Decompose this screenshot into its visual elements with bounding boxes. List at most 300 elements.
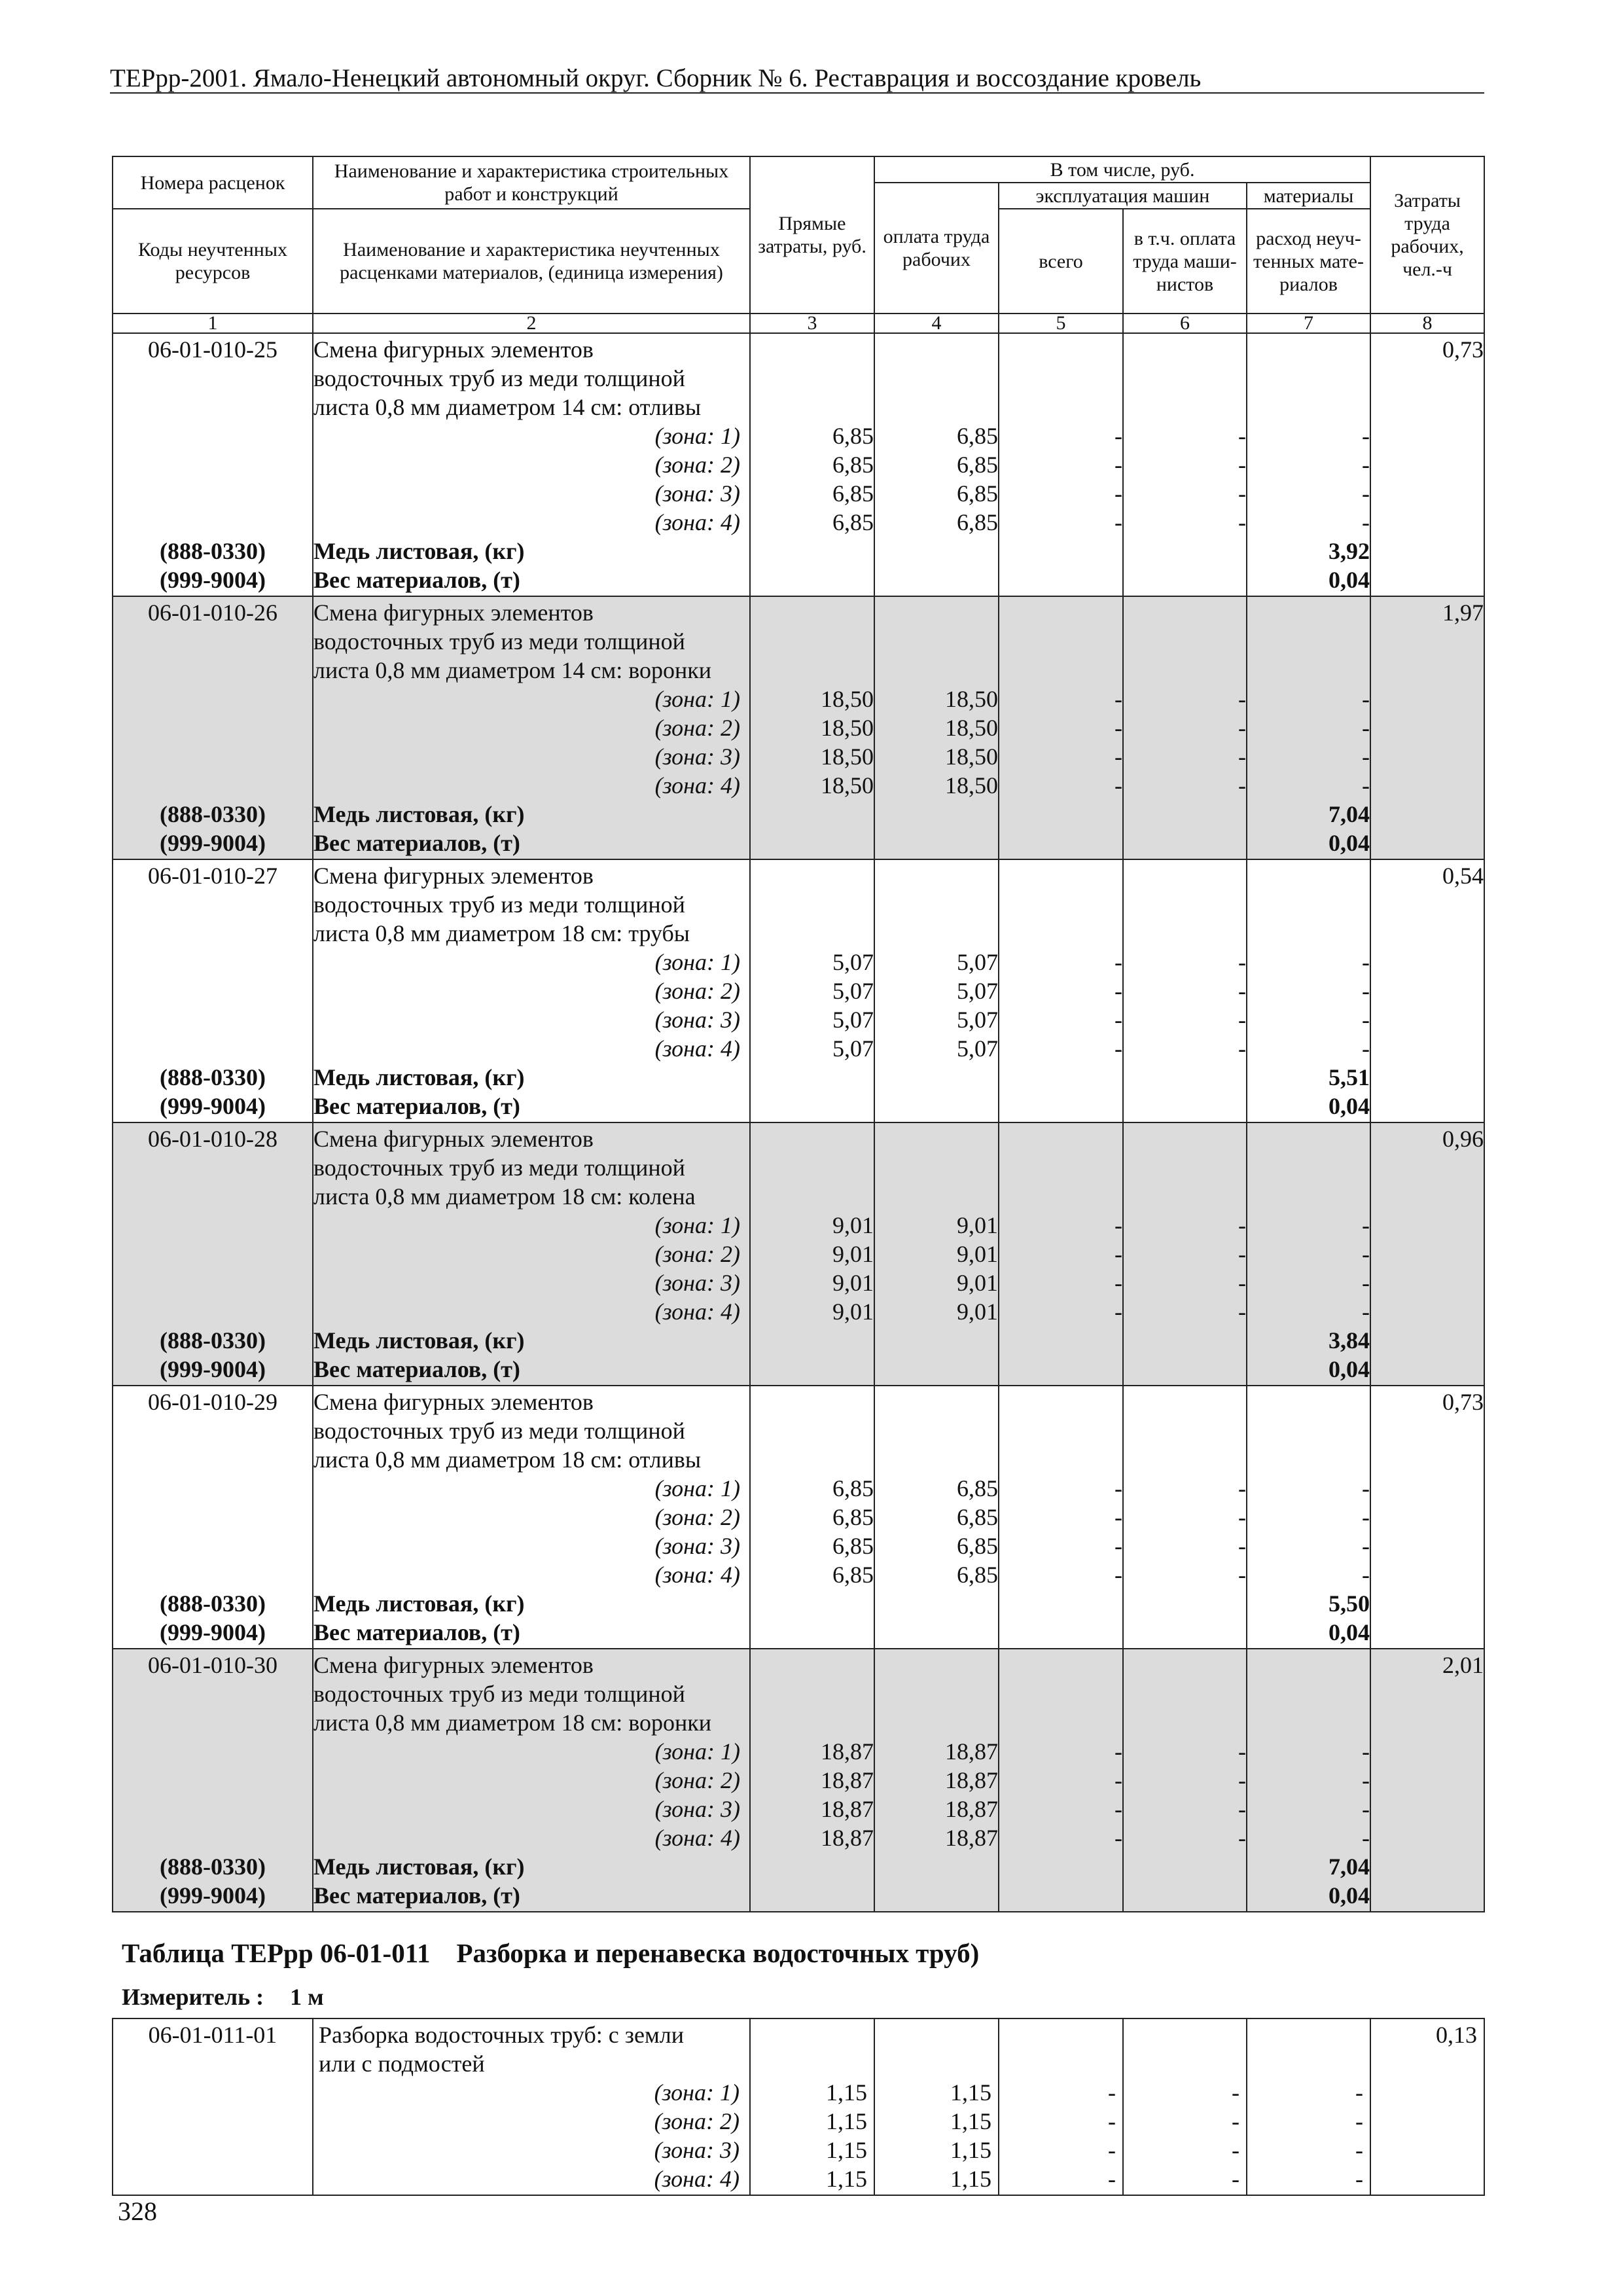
- machinist-pay-value: -: [1238, 1007, 1246, 1033]
- spacer: [113, 1268, 312, 1297]
- material-consumption-value: -: [1362, 480, 1370, 507]
- spacer: [1248, 2049, 1363, 2078]
- zone-label: (зона: 3): [654, 1796, 740, 1822]
- worker-pay-cell: [874, 1649, 999, 1912]
- rate-title-line: листа 0,8 мм диаметром 14 см: воронки: [313, 657, 712, 683]
- machinist-pay-value: -: [1238, 1738, 1246, 1765]
- direct-costs-value: 6,85: [832, 1504, 874, 1530]
- rate-block: [113, 859, 1484, 1122]
- spacer: [113, 1211, 312, 1240]
- material-consumption-value: -: [1355, 2137, 1363, 2163]
- col-labor-costs: Затраты труда рабочих, чел.-ч: [1370, 156, 1484, 314]
- direct-costs-cell: [750, 2018, 874, 2195]
- spacer: [875, 1445, 998, 1474]
- material-consumption-value: -: [1362, 1825, 1370, 1851]
- zone-label: (зона: 4): [654, 1562, 740, 1588]
- machine-total-value: -: [1115, 1475, 1122, 1501]
- direct-costs-value: 18,50: [821, 744, 874, 770]
- spacer: [876, 2020, 991, 2049]
- material-consumption-value: -: [1362, 744, 1370, 770]
- material-consumption-value: -: [1362, 1299, 1370, 1325]
- labor-cost-value: 0,73: [1442, 336, 1484, 363]
- measure-label: Измеритель :: [122, 1984, 264, 2010]
- spacer: [751, 919, 874, 948]
- spacer: [875, 1651, 998, 1679]
- rate-title-line: водосточных труб из меди толщиной: [313, 628, 685, 655]
- spacer: [751, 1153, 874, 1182]
- labor-cost-value: 2,01: [1442, 1652, 1484, 1678]
- spacer: [113, 1240, 312, 1268]
- machine-total-value: -: [1115, 1504, 1122, 1530]
- worker-pay-value: 5,07: [957, 978, 998, 1004]
- material-consumption-value: -: [1362, 1270, 1370, 1296]
- material-consumption-value: -: [1362, 1504, 1370, 1530]
- spacer: [113, 1766, 312, 1795]
- resource-value: 0,04: [1329, 830, 1370, 856]
- direct-costs-value: 6,85: [832, 480, 874, 507]
- material-consumption-cell: [1247, 1386, 1370, 1649]
- spacer: [999, 1182, 1122, 1211]
- machinist-pay-value: -: [1238, 1299, 1246, 1325]
- direct-costs-value: 9,01: [832, 1241, 874, 1267]
- machinist-pay-cell: [1123, 333, 1247, 596]
- spacer: [1124, 2020, 1240, 2049]
- machinist-pay-value: -: [1238, 1767, 1246, 1793]
- rate-title-line: водосточных труб из меди толщиной: [313, 365, 685, 391]
- rate-block: [113, 596, 1484, 859]
- labor-cost-cell: [1370, 1386, 1484, 1649]
- worker-pay-value: 18,50: [945, 686, 998, 712]
- resource-name: Вес материалов, (т): [313, 830, 520, 856]
- machine-total-value: -: [1108, 2137, 1116, 2163]
- col-including: В том числе, руб.: [874, 156, 1370, 183]
- material-consumption-value: -: [1362, 1212, 1370, 1238]
- direct-costs-value: 6,85: [832, 1475, 874, 1501]
- spacer: [999, 861, 1122, 890]
- measure-row: [122, 1983, 324, 2011]
- spacer: [1247, 1445, 1370, 1474]
- spacer: [113, 713, 312, 742]
- rate-block: [113, 1122, 1484, 1386]
- direct-costs-cell: [750, 1122, 874, 1386]
- machine-total-value: -: [1115, 1796, 1122, 1822]
- machine-total-value: -: [1108, 2108, 1116, 2134]
- spacer: [999, 1416, 1122, 1445]
- spacer: [113, 948, 312, 977]
- machinist-pay-cell: [1123, 2018, 1247, 2195]
- machine-total-value: -: [1115, 1562, 1122, 1588]
- rate-code: 06-01-010-29: [148, 1389, 277, 1415]
- material-consumption-value: -: [1362, 978, 1370, 1004]
- spacer: [113, 364, 312, 393]
- machinist-pay-cell: [1123, 859, 1247, 1122]
- spacer: [113, 508, 312, 537]
- resource-name: Вес материалов, (т): [313, 1356, 520, 1382]
- spacer: [875, 861, 998, 890]
- spacer: [1247, 1388, 1370, 1416]
- zone-label: (зона: 1): [654, 1212, 740, 1238]
- resource-value: 0,04: [1329, 1093, 1370, 1119]
- spacer: [999, 364, 1122, 393]
- spacer: [113, 1560, 312, 1589]
- resource-code: (888-0330): [160, 1064, 266, 1090]
- direct-costs-value: 5,07: [832, 1007, 874, 1033]
- labor-cost-cell: [1370, 1649, 1484, 1912]
- machinist-pay-value: -: [1238, 1796, 1246, 1822]
- worker-pay-value: 6,85: [957, 1504, 998, 1530]
- zone-label: (зона: 4): [654, 1825, 740, 1851]
- resource-code: (999-9004): [160, 1619, 266, 1645]
- zone-label: (зона: 3): [654, 1007, 740, 1033]
- material-consumption-value: -: [1362, 686, 1370, 712]
- worker-pay-cell: [874, 1122, 999, 1386]
- machine-total-value: -: [1115, 480, 1122, 507]
- machine-total-value: -: [1115, 772, 1122, 798]
- direct-costs-cell: [750, 1386, 874, 1649]
- spacer: [751, 861, 874, 890]
- rate-code: 06-01-010-30: [148, 1652, 277, 1678]
- direct-costs-cell: [750, 333, 874, 596]
- col-number: 2: [313, 314, 750, 333]
- worker-pay-cell: [874, 333, 999, 596]
- rate-block: [113, 1649, 1484, 1912]
- rate-title-line: листа 0,8 мм диаметром 14 см: отливы: [313, 394, 702, 420]
- spacer: [113, 1005, 312, 1034]
- machinist-pay-value: -: [1238, 1475, 1246, 1501]
- spacer: [1247, 1708, 1370, 1737]
- machine-total-value: -: [1115, 1007, 1122, 1033]
- material-consumption-value: -: [1362, 1533, 1370, 1559]
- spacer: [113, 656, 312, 685]
- machine-total-value: -: [1115, 1825, 1122, 1851]
- machinist-pay-value: -: [1238, 509, 1246, 535]
- spacer: [114, 2136, 312, 2164]
- labor-cost-cell: [1370, 1122, 1484, 1386]
- resource-code: (888-0330): [160, 1327, 266, 1354]
- direct-costs-cell: [750, 859, 874, 1122]
- resource-code: (888-0330): [160, 1854, 266, 1880]
- spacer: [113, 771, 312, 800]
- spacer: [751, 598, 874, 627]
- machine-total-value: -: [1115, 1212, 1122, 1238]
- machine-total-value: -: [1115, 1533, 1122, 1559]
- machinist-pay-value: -: [1238, 1533, 1246, 1559]
- direct-costs-value: 6,85: [832, 1562, 874, 1588]
- direct-costs-value: 9,01: [832, 1299, 874, 1325]
- machine-total-value: -: [1115, 509, 1122, 535]
- rate-code-cell: [113, 1122, 313, 1386]
- direct-costs-value: 6,85: [832, 509, 874, 535]
- material-consumption-value: -: [1362, 423, 1370, 449]
- rate-code: 06-01-010-26: [148, 600, 277, 626]
- rate-title-line: Смена фигурных элементов: [313, 863, 594, 889]
- worker-pay-value: 18,50: [945, 744, 998, 770]
- resource-value: 5,51: [1329, 1064, 1370, 1090]
- resource-name: Медь листовая, (кг): [313, 1590, 525, 1617]
- rate-code-cell: [113, 2018, 313, 2195]
- direct-costs-value: 5,07: [832, 978, 874, 1004]
- spacer: [751, 1182, 874, 1211]
- zone-label: (зона: 2): [654, 1504, 740, 1530]
- spacer: [1247, 1124, 1370, 1153]
- machinist-pay-value: -: [1238, 978, 1246, 1004]
- resource-value: 3,84: [1329, 1327, 1370, 1354]
- material-consumption-value: -: [1362, 1796, 1370, 1822]
- spacer: [1124, 1445, 1246, 1474]
- direct-costs-value: 1,15: [826, 2108, 867, 2134]
- resource-value: 0,04: [1329, 1356, 1370, 1382]
- zone-label: (зона: 4): [654, 772, 740, 798]
- spacer: [999, 335, 1122, 364]
- material-consumption-cell: [1247, 2018, 1370, 2195]
- resource-code: (999-9004): [160, 1356, 266, 1382]
- col-number: 7: [1247, 314, 1370, 333]
- material-consumption-value: -: [1362, 949, 1370, 975]
- machine-total-cell: [999, 1386, 1123, 1649]
- spacer: [113, 1795, 312, 1823]
- spacer: [1248, 2020, 1363, 2049]
- material-consumption-cell: [1247, 1122, 1370, 1386]
- resource-value: 3,92: [1329, 538, 1370, 564]
- spacer: [113, 627, 312, 656]
- spacer: [113, 890, 312, 919]
- spacer: [875, 656, 998, 685]
- material-consumption-value: -: [1362, 1475, 1370, 1501]
- direct-costs-cell: [750, 1649, 874, 1912]
- worker-pay-value: 18,87: [945, 1738, 998, 1765]
- running-header: ТЕРрр-2001. Ямало-Ненецкий автономный округ. Сборник № 6. Реставрация и воссоздание кровель: [110, 64, 1202, 92]
- resource-name: Медь листовая, (кг): [313, 1064, 525, 1090]
- machine-total-value: -: [1115, 423, 1122, 449]
- direct-costs-value: 18,50: [821, 772, 874, 798]
- spacer: [875, 919, 998, 948]
- machinist-pay-value: -: [1232, 2166, 1240, 2192]
- spacer: [751, 627, 874, 656]
- spacer: [113, 1416, 312, 1445]
- zone-label: (зона: 4): [654, 509, 740, 535]
- spacer: [1247, 1153, 1370, 1182]
- rate-title-cell: [313, 859, 750, 1122]
- spacer: [751, 1708, 874, 1737]
- machinist-pay-value: -: [1238, 480, 1246, 507]
- worker-pay-value: 1,15: [950, 2108, 991, 2134]
- spacer: [751, 393, 874, 422]
- col-number: 8: [1370, 314, 1484, 333]
- resource-name: Вес материалов, (т): [313, 567, 520, 593]
- spacer: [999, 1388, 1122, 1416]
- spacer: [1247, 1416, 1370, 1445]
- rate-title-line: Смена фигурных элементов: [313, 600, 594, 626]
- spacer: [113, 1474, 312, 1503]
- spacer: [1124, 1153, 1246, 1182]
- spacer: [999, 1708, 1122, 1737]
- machine-total-cell: [999, 333, 1123, 596]
- spacer: [875, 364, 998, 393]
- direct-costs-value: 18,50: [821, 686, 874, 712]
- labor-cost-value: 0,96: [1442, 1126, 1484, 1152]
- spacer: [751, 1388, 874, 1416]
- col-resource-codes: Коды неучтенных ресурсов: [113, 209, 313, 314]
- worker-pay-value: 1,15: [950, 2079, 991, 2106]
- rate-title-cell: [313, 596, 750, 859]
- spacer: [999, 919, 1122, 948]
- machine-total-value: -: [1108, 2079, 1116, 2106]
- resource-name: Медь листовая, (кг): [313, 801, 525, 827]
- machinist-pay-cell: [1123, 1649, 1247, 1912]
- table-name: Разборка и перенавеска водосточных труб): [456, 1938, 980, 1968]
- spacer: [1124, 861, 1246, 890]
- machinist-pay-value: -: [1238, 715, 1246, 741]
- spacer: [113, 977, 312, 1005]
- spacer: [999, 627, 1122, 656]
- machine-total-value: -: [1115, 715, 1122, 741]
- direct-costs-value: 5,07: [832, 1035, 874, 1062]
- spacer: [1247, 335, 1370, 364]
- zone-label: (зона: 3): [654, 480, 740, 507]
- rate-title-cell: [313, 1122, 750, 1386]
- machine-total-value: -: [1115, 744, 1122, 770]
- worker-pay-value: 6,85: [957, 509, 998, 535]
- rate-code-cell: [113, 596, 313, 859]
- material-consumption-cell: [1247, 596, 1370, 859]
- resource-code: (999-9004): [160, 830, 266, 856]
- spacer: [751, 1445, 874, 1474]
- labor-cost-value: 1,97: [1442, 600, 1484, 626]
- direct-costs-value: 6,85: [832, 423, 874, 449]
- machinist-pay-value: -: [1238, 1241, 1246, 1267]
- rate-title-line: Смена фигурных элементов: [313, 1652, 594, 1678]
- machinist-pay-value: -: [1238, 423, 1246, 449]
- material-consumption-value: -: [1355, 2166, 1363, 2192]
- spacer: [1124, 598, 1246, 627]
- spacer: [114, 2164, 312, 2193]
- rate-title-line: Разборка водосточных труб: с земли: [319, 2022, 684, 2048]
- spacer: [751, 335, 874, 364]
- spacer: [113, 479, 312, 508]
- material-consumption-value: -: [1355, 2079, 1363, 2106]
- spacer: [875, 335, 998, 364]
- spacer: [999, 656, 1122, 685]
- material-consumption-value: -: [1362, 1241, 1370, 1267]
- rate-title-line: водосточных труб из меди толщиной: [313, 1418, 685, 1444]
- worker-pay-value: 5,07: [957, 1007, 998, 1033]
- material-consumption-value: -: [1362, 452, 1370, 478]
- direct-costs-value: 1,15: [826, 2137, 867, 2163]
- spacer: [999, 1679, 1122, 1708]
- resource-name: Вес материалов, (т): [313, 1093, 520, 1119]
- zone-label: (зона: 4): [654, 1035, 740, 1062]
- spacer: [1247, 364, 1370, 393]
- zone-label: (зона: 1): [654, 2079, 740, 2106]
- rate-title-cell: [313, 2018, 750, 2195]
- spacer: [1124, 656, 1246, 685]
- material-consumption-value: -: [1355, 2108, 1363, 2134]
- col-materials: материалы: [1247, 183, 1370, 209]
- zone-label: (зона: 1): [654, 949, 740, 975]
- col-machine-operation: эксплуатация машин: [999, 183, 1247, 209]
- labor-cost-value: 0,54: [1442, 863, 1484, 889]
- material-consumption-value: -: [1362, 1738, 1370, 1765]
- spacer: [1124, 890, 1246, 919]
- rate-title-line: листа 0,8 мм диаметром 18 см: колена: [313, 1183, 696, 1210]
- spacer: [999, 393, 1122, 422]
- material-consumption-value: -: [1362, 509, 1370, 535]
- resource-name: Вес материалов, (т): [313, 1882, 520, 1909]
- spacer: [751, 364, 874, 393]
- machine-total-value: -: [1115, 1767, 1122, 1793]
- col-material-consumption: расход неуч-тенных мате-риалов: [1247, 209, 1370, 314]
- spacer: [751, 1679, 874, 1708]
- spacer: [999, 1651, 1122, 1679]
- machinist-pay-value: -: [1238, 1504, 1246, 1530]
- resource-value: 7,04: [1329, 801, 1370, 827]
- spacer: [751, 1651, 874, 1679]
- spacer: [875, 598, 998, 627]
- spacer: [751, 2020, 867, 2049]
- rate-title-cell: [313, 333, 750, 596]
- machinist-pay-value: -: [1238, 1212, 1246, 1238]
- rate-code: 06-01-010-25: [148, 336, 277, 363]
- resource-code: (888-0330): [160, 538, 266, 564]
- spacer: [113, 1708, 312, 1737]
- spacer: [113, 1445, 312, 1474]
- worker-pay-cell: [874, 596, 999, 859]
- spacer: [751, 1124, 874, 1153]
- col-worker-pay: оплата труда рабочих: [874, 183, 999, 314]
- rate-title-cell: [313, 1386, 750, 1649]
- spacer: [999, 1124, 1122, 1153]
- spacer: [113, 1153, 312, 1182]
- spacer: [1000, 2049, 1116, 2078]
- machinist-pay-value: -: [1232, 2137, 1240, 2163]
- direct-costs-value: 9,01: [832, 1212, 874, 1238]
- machinist-pay-value: -: [1238, 772, 1246, 798]
- spacer: [113, 685, 312, 713]
- worker-pay-cell: [874, 2018, 999, 2195]
- worker-pay-value: 6,85: [957, 480, 998, 507]
- spacer: [113, 742, 312, 771]
- machinist-pay-value: -: [1238, 744, 1246, 770]
- zone-label: (зона: 3): [654, 1533, 740, 1559]
- worker-pay-value: 6,85: [957, 1475, 998, 1501]
- spacer: [113, 393, 312, 422]
- zone-label: (зона: 4): [654, 2166, 740, 2192]
- resource-code: (888-0330): [160, 801, 266, 827]
- spacer: [113, 1503, 312, 1532]
- resource-name: Медь листовая, (кг): [313, 538, 525, 564]
- worker-pay-value: 9,01: [957, 1212, 998, 1238]
- zone-label: (зона: 2): [654, 452, 740, 478]
- machinist-pay-value: -: [1238, 452, 1246, 478]
- col-rate-numbers: Номера расценок: [113, 156, 313, 209]
- zone-label: (зона: 2): [654, 978, 740, 1004]
- rate-code-cell: [113, 333, 313, 596]
- machine-total-cell: [999, 1122, 1123, 1386]
- header-rule: [110, 92, 1484, 94]
- material-consumption-value: -: [1362, 772, 1370, 798]
- machine-total-value: -: [1115, 1299, 1122, 1325]
- spacer: [999, 1445, 1122, 1474]
- rate-title-cell: [313, 1649, 750, 1912]
- col-direct-costs: Прямые затраты, руб.: [750, 156, 874, 314]
- col-number: 4: [874, 314, 999, 333]
- machinist-pay-value: -: [1232, 2108, 1240, 2134]
- spacer: [1247, 393, 1370, 422]
- col-number: 1: [113, 314, 313, 333]
- worker-pay-value: 6,85: [957, 1562, 998, 1588]
- machinist-pay-value: -: [1238, 1562, 1246, 1588]
- col-work-name: Наименование и характеристика строительных работ и конструкций: [313, 156, 750, 209]
